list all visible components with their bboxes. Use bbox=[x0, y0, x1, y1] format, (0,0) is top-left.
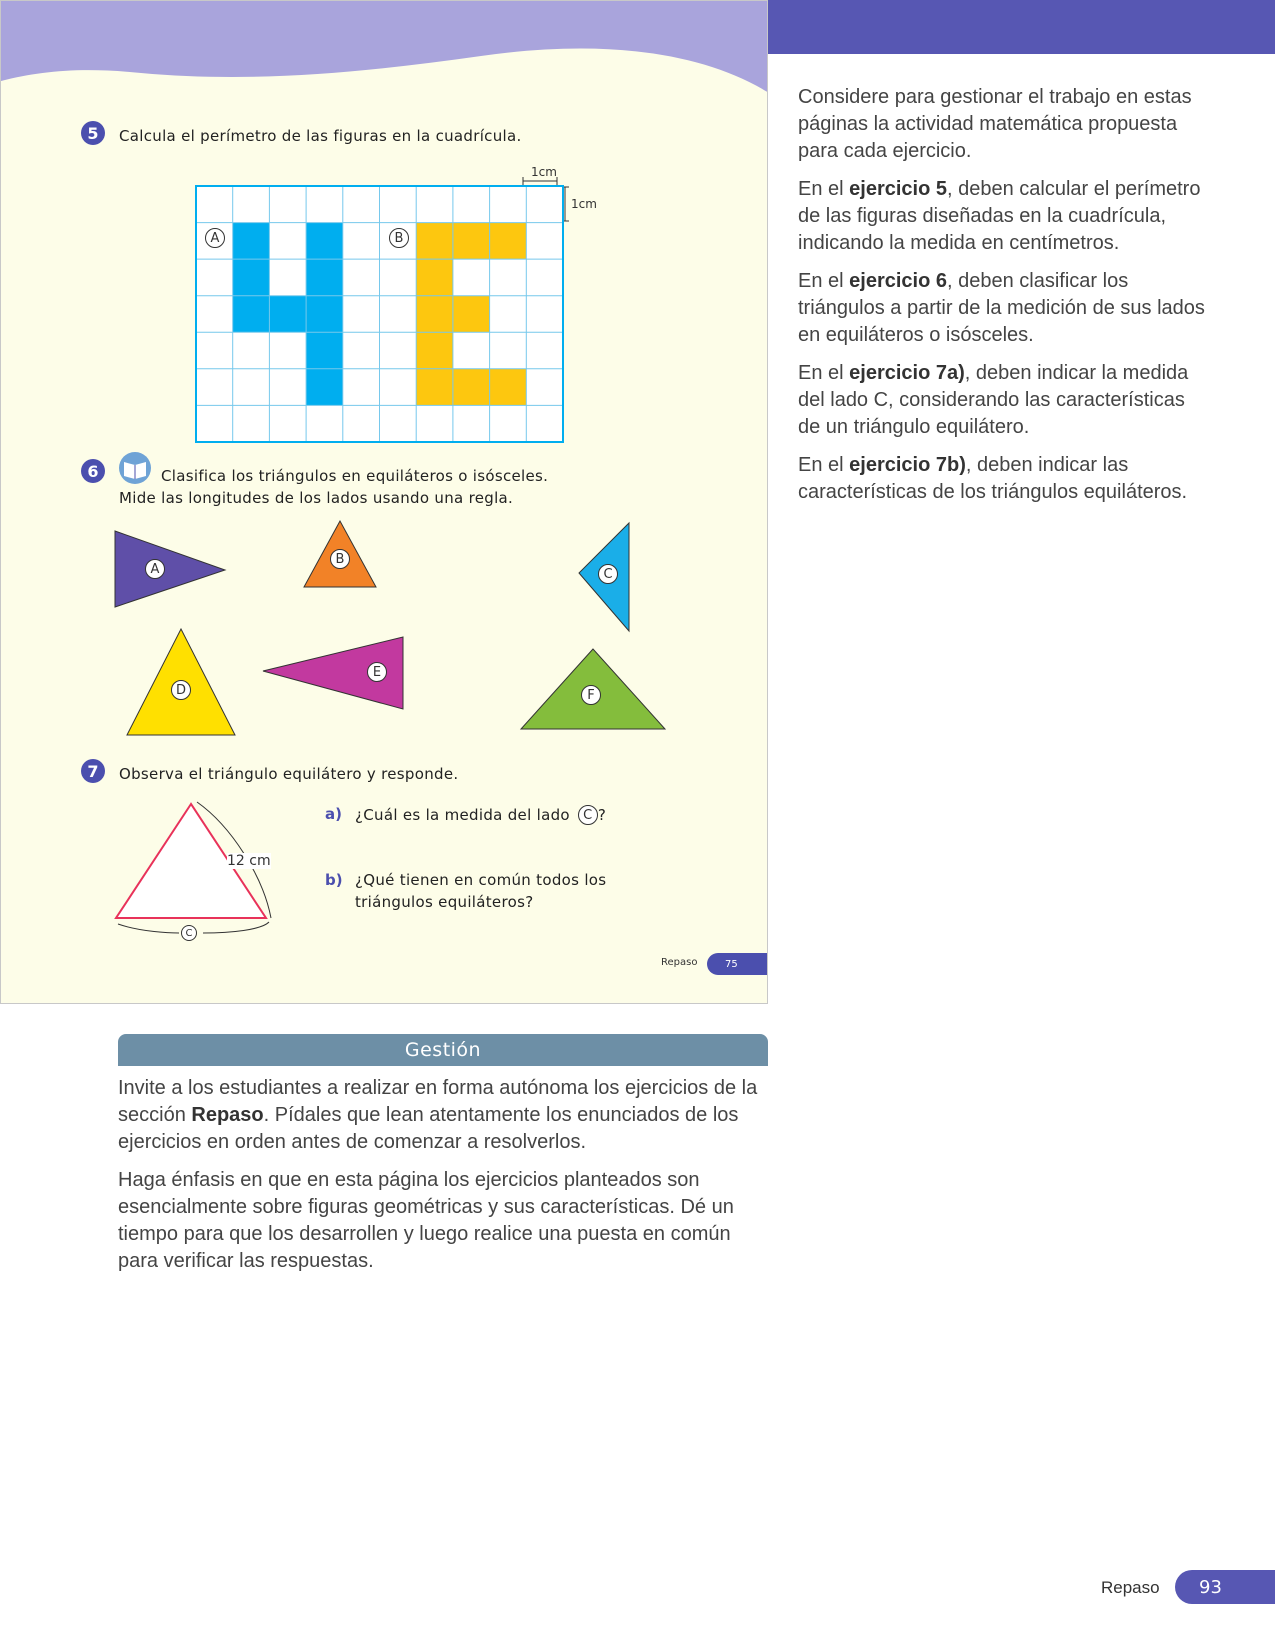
triangle-b-label: B bbox=[330, 549, 350, 569]
student-book-page bbox=[0, 0, 768, 1004]
question-a-text: ¿Cuál es la medida del lado bbox=[355, 806, 570, 824]
exercise-7-instruction: Observa el triángulo equilátero y responde. bbox=[119, 765, 459, 783]
page-header-wave bbox=[1, 1, 768, 101]
notes-item-7b: En el ejercicio 7b), deben indicar las características de los triángulos equiláteros. bbox=[798, 454, 1188, 503]
triangle-e-label: E bbox=[367, 662, 387, 682]
inner-footer-label: Repaso bbox=[661, 957, 698, 968]
exercise-7-number: 7 bbox=[81, 759, 105, 783]
exercise-6-triangles bbox=[1, 511, 768, 741]
question-a-end: ? bbox=[597, 806, 607, 824]
shape-b-label: B bbox=[389, 228, 409, 248]
scale-horizontal-label: 1cm bbox=[531, 165, 557, 179]
page-number: 93 bbox=[1175, 1570, 1275, 1604]
exercise-6-instruction-line1: Clasifica los triángulos en equiláteros o isósceles. bbox=[161, 467, 549, 485]
triangle-d-label: D bbox=[171, 680, 191, 700]
shape-a-label: A bbox=[205, 228, 225, 248]
triangle-a-label: A bbox=[145, 559, 165, 579]
question-b-line1: ¿Qué tienen en común todos los bbox=[355, 871, 607, 889]
gestion-header: Gestión bbox=[118, 1034, 768, 1066]
triangle-c-label: C bbox=[598, 564, 618, 584]
notes-item-6: En el ejercicio 6, deben clasificar los triángulos a partir de la medición de sus lados en equiláteros o isósceles. bbox=[798, 270, 1205, 346]
notes-intro: Considere para gestionar el trabajo en estas páginas la actividad matemática propuesta para cada ejercicio. bbox=[798, 86, 1192, 162]
equilateral-triangle-figure bbox=[101, 796, 281, 946]
exercise-6-number: 6 bbox=[81, 459, 105, 483]
exercise-5-number: 5 bbox=[81, 121, 105, 145]
side-length-label: 12 cm bbox=[227, 853, 271, 869]
exercise-6-instruction-line2: Mide las longitudes de los lados usando una regla. bbox=[119, 489, 514, 507]
question-b-letter: b) bbox=[325, 871, 343, 889]
footer-section-label: Repaso bbox=[1101, 1578, 1160, 1597]
exercise-5-grid bbox=[191, 159, 611, 449]
exercise-5-instruction: Calcula el perímetro de las figuras en la cuadrícula. bbox=[119, 127, 522, 145]
teacher-notes bbox=[798, 84, 1208, 517]
question-a-circle: C bbox=[578, 805, 598, 825]
gestion-paragraph-2: Haga énfasis en que en esta página los ejercicios planteados son esencialmente sobre figuras geométricas y sus características. Dé un tiempo para que los desarrollen y luego realice una puesta en común para verificar las respuestas. bbox=[118, 1169, 734, 1272]
question-a bbox=[355, 805, 606, 825]
top-color-band bbox=[768, 0, 1275, 54]
notes-item-5: En el ejercicio 5, deben calcular el perímetro de las figuras diseñadas en la cuadrícula, indicando la medida en centímetros. bbox=[798, 178, 1201, 254]
gestion-body bbox=[118, 1075, 768, 1286]
triangle-f-label: F bbox=[581, 685, 601, 705]
scale-vertical-label: 1cm bbox=[571, 197, 597, 211]
question-a-letter: a) bbox=[325, 805, 342, 823]
book-icon bbox=[116, 451, 154, 485]
side-c-label: C bbox=[181, 925, 197, 941]
triangle-a bbox=[115, 531, 225, 607]
notes-item-7a: En el ejercicio 7a), deben indicar la medida del lado C, considerando las características de un triángulo equilátero. bbox=[798, 362, 1189, 438]
inner-page-number: 75 bbox=[707, 953, 768, 975]
gestion-paragraph-1: Invite a los estudiantes a realizar en forma autónoma los ejercicios de la sección Repaso. Pídales que lean atentamente los enunciados de los ejercicios en orden antes de comenzar a resolverlos. bbox=[118, 1077, 758, 1153]
question-b-line2: triángulos equiláteros? bbox=[355, 893, 534, 911]
